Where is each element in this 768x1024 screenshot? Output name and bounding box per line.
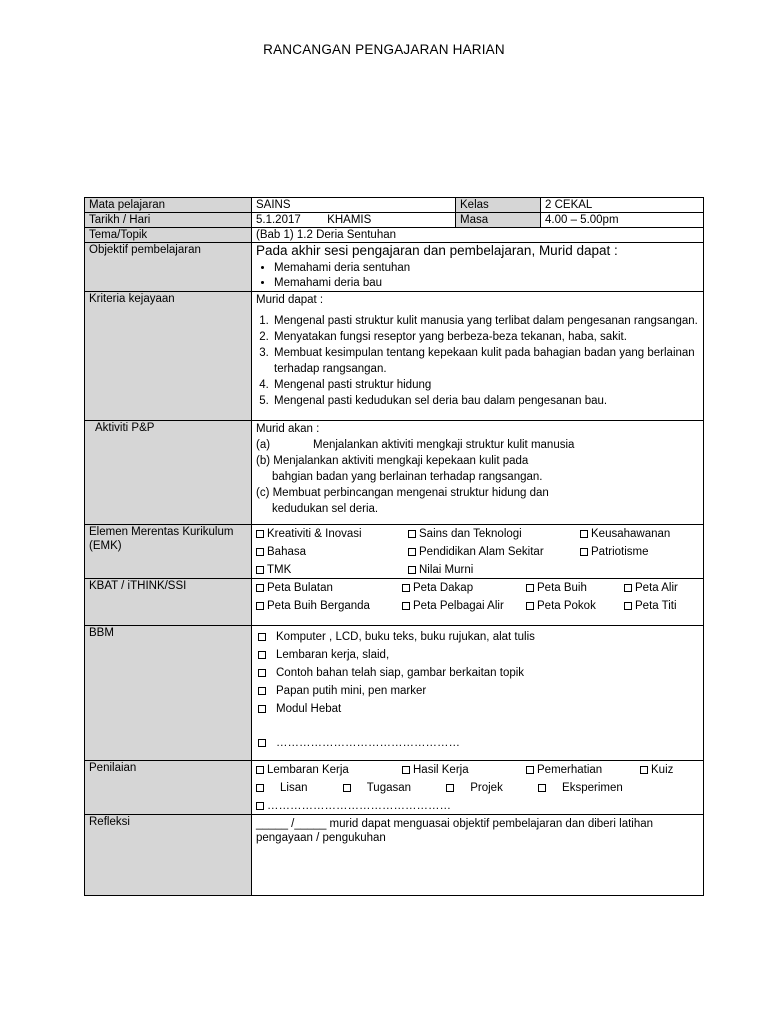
kbat-option[interactable] — [402, 598, 526, 614]
penilaian-option[interactable] — [640, 762, 710, 778]
bbm-option[interactable] — [256, 628, 699, 646]
row-tema — [85, 228, 704, 243]
bbm-option-label: Modul Hebat — [276, 703, 342, 715]
kbat-checklist — [256, 580, 699, 614]
kbat-option[interactable] — [526, 598, 624, 614]
checkbox-icon[interactable] — [624, 602, 632, 610]
penilaian-option[interactable] — [256, 782, 324, 794]
aktiviti-b-line1: (b) Menjalankan aktiviti mengkaji kepekaan kulit pada — [256, 455, 529, 467]
label-masa: Masa — [456, 213, 541, 228]
row-aktiviti — [85, 421, 704, 525]
row-kbat — [85, 579, 704, 626]
checkbox-icon[interactable] — [640, 766, 648, 774]
label-objektif: Objektif pembelajaran — [85, 243, 252, 292]
label-penilaian: Penilaian — [85, 761, 252, 815]
checkbox-icon[interactable] — [402, 766, 410, 774]
checkbox-icon[interactable] — [580, 548, 588, 556]
row-penilaian — [85, 761, 704, 815]
kbat-option-label: Peta Pokok — [537, 600, 596, 612]
checkbox-icon[interactable] — [343, 784, 351, 792]
penilaian-option-label: Eksperimen — [562, 782, 623, 794]
row-mata-pelajaran — [85, 198, 704, 213]
penilaian-option-label: Pemerhatian — [537, 764, 603, 776]
emk-option[interactable] — [580, 544, 696, 560]
bbm-other-blank[interactable]: ………………………………………… — [276, 737, 460, 749]
checkbox-icon[interactable] — [258, 633, 266, 641]
objektif-intro: Pada akhir sesi pengajaran dan pembelajaran, Murid dapat : — [256, 243, 618, 258]
checkbox-icon[interactable] — [408, 548, 416, 556]
bbm-option[interactable] — [256, 664, 699, 682]
kbat-option-label: Peta Buih Berganda — [267, 600, 370, 612]
row-emk — [85, 525, 704, 579]
penilaian-option[interactable] — [343, 782, 427, 794]
penilaian-option-label: Hasil Kerja — [413, 764, 469, 776]
list-item: 5. Mengenal pasti kedudukan sel deria bau dalam pengesanan bau. — [272, 393, 699, 409]
penilaian-option[interactable] — [526, 762, 640, 778]
row-kriteria — [85, 292, 704, 421]
checkbox-icon[interactable] — [624, 584, 632, 592]
aktiviti-a-text: Menjalankan aktiviti mengkaji struktur kulit manusia — [313, 439, 575, 451]
label-kelas: Kelas — [456, 198, 541, 213]
aktiviti-c-line2: kedudukan sel deria. — [272, 503, 379, 515]
kriteria-cell — [252, 292, 704, 421]
value-tarikh-hari — [252, 213, 456, 228]
emk-option[interactable] — [256, 562, 408, 578]
checkbox-icon[interactable] — [258, 705, 266, 713]
label-kbat: KBAT / iTHINK/SSI — [85, 579, 252, 626]
checkbox-icon[interactable] — [258, 739, 266, 747]
row-refleksi — [85, 815, 704, 896]
emk-option-label: Pendidikan Alam Sekitar — [419, 546, 544, 558]
emk-cell — [252, 525, 704, 579]
emk-option[interactable] — [580, 526, 696, 542]
emk-option-label: Nilai Murni — [419, 564, 474, 576]
penilaian-option[interactable] — [446, 782, 519, 794]
lesson-plan-table — [84, 197, 704, 896]
emk-option[interactable] — [408, 544, 580, 560]
aktiviti-a — [256, 437, 699, 453]
aktiviti-b-line2: bahgian badan yang berlainan terhadap rangsangan. — [272, 471, 543, 483]
kbat-option-label: Peta Titi — [635, 600, 677, 612]
list-item: 1. Mengenal pasti struktur kulit manusia yang terlibat dalam pengesanan rangsangan. — [272, 313, 699, 329]
label-tarikh-hari: Tarikh / Hari — [85, 213, 252, 228]
checkbox-icon[interactable] — [256, 784, 264, 792]
kbat-option-label: Peta Dakap — [413, 582, 474, 594]
kbat-option-label: Peta Buih — [537, 582, 587, 594]
checkbox-icon[interactable] — [256, 548, 264, 556]
bbm-option[interactable] — [256, 700, 699, 718]
list-item: 2. Menyatakan fungsi reseptor yang berbeza-beza tekanan, haba, sakit. — [272, 329, 699, 345]
penilaian-option[interactable] — [402, 762, 526, 778]
checkbox-icon[interactable] — [258, 687, 266, 695]
emk-option[interactable] — [408, 562, 580, 578]
penilaian-other-blank[interactable]: ………………………………………… — [267, 800, 451, 812]
label-bbm: BBM — [85, 626, 252, 761]
checkbox-icon[interactable] — [256, 566, 264, 574]
bbm-option-label: Contoh bahan telah siap, gambar berkaitan topik — [276, 667, 525, 679]
emk-option[interactable] — [256, 526, 408, 542]
bbm-option[interactable] — [256, 646, 699, 664]
penilaian-option[interactable] — [256, 762, 402, 778]
checkbox-icon[interactable] — [526, 766, 534, 774]
checkbox-icon[interactable] — [258, 651, 266, 659]
bbm-option-label: Papan putih mini, pen marker — [276, 685, 427, 697]
kbat-option[interactable] — [526, 580, 624, 596]
row-objektif — [85, 243, 704, 292]
value-tarikh: 5.1.2017 — [256, 214, 301, 226]
checkbox-icon[interactable] — [256, 602, 264, 610]
kbat-option[interactable] — [624, 598, 704, 614]
value-mata-pelajaran: SAINS — [252, 198, 456, 213]
checkbox-icon[interactable] — [256, 802, 264, 810]
bbm-cell — [252, 626, 704, 761]
emk-option-label: TMK — [267, 564, 292, 576]
objektif-list — [256, 261, 699, 291]
penilaian-row2 — [256, 780, 699, 796]
bbm-option[interactable] — [256, 682, 699, 700]
label-mata-pelajaran: Mata pelajaran — [85, 198, 252, 213]
kbat-option[interactable] — [256, 580, 402, 596]
kbat-option[interactable] — [402, 580, 526, 596]
checkbox-icon[interactable] — [256, 530, 264, 538]
penilaian-row1 — [256, 762, 699, 778]
kbat-cell — [252, 579, 704, 626]
aktiviti-intro: Murid akan : — [256, 423, 320, 435]
aktiviti-c-line1: (c) Membuat perbincangan mengenai struktur hidung dan — [256, 487, 549, 499]
penilaian-option-label: Lembaran Kerja — [267, 764, 349, 776]
bbm-option-label: Komputer , LCD, buku teks, buku rujukan, alat tulis — [276, 631, 535, 643]
penilaian-option-label: Tugasan — [366, 782, 412, 794]
penilaian-option-label: Lisan — [280, 782, 308, 794]
penilaian-option[interactable] — [538, 782, 639, 794]
value-tema-topik: (Bab 1) 1.2 Deria Sentuhan — [252, 228, 704, 243]
emk-option-label: Bahasa — [267, 546, 307, 558]
label-tema-topik: Tema/Topik — [85, 228, 252, 243]
emk-option-label: Sains dan Teknologi — [419, 528, 522, 540]
checkbox-icon[interactable] — [446, 784, 454, 792]
objektif-cell — [252, 243, 704, 292]
emk-option[interactable] — [408, 526, 580, 542]
label-aktiviti: Aktiviti P&P — [85, 421, 252, 525]
checkbox-icon[interactable] — [408, 530, 416, 538]
emk-checklist — [256, 526, 699, 578]
page-title: RANCANGAN PENGAJARAN HARIAN — [263, 42, 505, 57]
emk-option-label: Keusahawanan — [591, 528, 671, 540]
checkbox-icon[interactable] — [526, 602, 534, 610]
list-item: 3. Membuat kesimpulan tentang kepekaan kulit pada bahagian badan yang berlainan terhadap rangsangan. — [272, 345, 699, 377]
checkbox-icon[interactable] — [580, 530, 588, 538]
row-bbm — [85, 626, 704, 761]
penilaian-option-label: Projek — [470, 782, 503, 794]
aktiviti-a-marker: (a) — [256, 439, 271, 451]
penilaian-option-other[interactable] — [256, 798, 699, 814]
checkbox-icon[interactable] — [538, 784, 546, 792]
label-refleksi: Refleksi — [85, 815, 252, 896]
value-hari: KHAMIS — [327, 214, 372, 226]
checkbox-icon[interactable] — [402, 602, 410, 610]
aktiviti-cell — [252, 421, 704, 525]
list-item: • Memahami deria sentuhan — [274, 261, 699, 276]
kbat-option-label: Peta Bulatan — [267, 582, 333, 594]
value-kelas: 2 CEKAL — [541, 198, 704, 213]
refleksi-cell[interactable]: _____ /_____ murid dapat menguasai objektif pembelajaran dan diberi latihan pengayaan / pengukuhan — [252, 815, 704, 896]
checkbox-icon[interactable] — [402, 584, 410, 592]
emk-option-label: Patriotisme — [591, 546, 649, 558]
bbm-option-other[interactable] — [256, 734, 699, 752]
kriteria-intro: Murid dapat : — [256, 294, 324, 306]
label-emk: Elemen Merentas Kurikulum (EMK) — [85, 525, 252, 579]
label-kriteria: Kriteria kejayaan — [85, 292, 252, 421]
emk-option[interactable] — [256, 544, 408, 560]
kbat-option[interactable] — [624, 580, 704, 596]
list-item: 4. Mengenal pasti struktur hidung — [272, 377, 699, 393]
checkbox-icon[interactable] — [408, 566, 416, 574]
checkbox-icon[interactable] — [256, 766, 264, 774]
checkbox-icon[interactable] — [256, 584, 264, 592]
kriteria-list — [256, 313, 699, 409]
list-item: • Memahami deria bau — [274, 276, 699, 291]
value-masa: 4.00 – 5.00pm — [541, 213, 704, 228]
bbm-option-label: Lembaran kerja, slaid, — [276, 649, 390, 661]
checkbox-icon[interactable] — [258, 669, 266, 677]
emk-option-label: Kreativiti & Inovasi — [267, 528, 362, 540]
checkbox-icon[interactable] — [526, 584, 534, 592]
row-tarikh — [85, 213, 704, 228]
kbat-option-label: Peta Pelbagai Alir — [413, 600, 504, 612]
kbat-option[interactable] — [256, 598, 402, 614]
penilaian-option-label: Kuiz — [651, 764, 674, 776]
kbat-option-label: Peta Alir — [635, 582, 678, 594]
penilaian-cell — [252, 761, 704, 815]
